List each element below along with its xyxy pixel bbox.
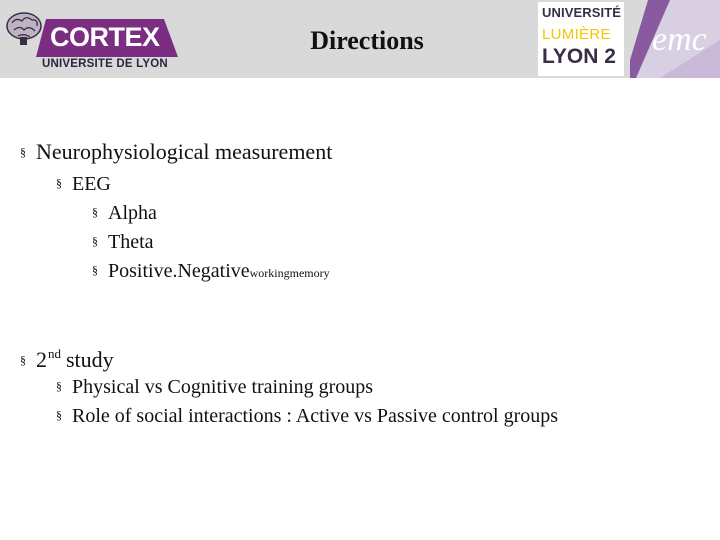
bullet-physical-vs-cognitive bbox=[56, 376, 373, 399]
bullet-label: Alpha bbox=[108, 202, 157, 224]
bullet-marker: § bbox=[92, 263, 98, 277]
lyon2-line-lumiere: LUMIÈRE bbox=[542, 26, 611, 43]
bullet-label-ordinal: nd bbox=[48, 346, 61, 361]
page-title: Directions bbox=[310, 26, 424, 55]
bullet-marker: § bbox=[92, 205, 98, 219]
cortex-wordmark: CORTEX bbox=[50, 22, 160, 52]
bullet-label-suffix: workingmemory bbox=[249, 266, 330, 280]
bullet-label: EEG bbox=[72, 173, 111, 195]
bullet-theta bbox=[92, 231, 154, 254]
bullet-label: study bbox=[66, 347, 114, 372]
lyon2-line-lyon2: LYON 2 bbox=[542, 45, 616, 68]
bullet-alpha bbox=[92, 202, 157, 225]
bullet-label: Role of social interactions : Active vs Passive control groups bbox=[72, 405, 559, 427]
bullet-label: Physical vs Cognitive training groups bbox=[72, 376, 374, 398]
bullet-marker: § bbox=[92, 234, 98, 248]
bullet-label: Theta bbox=[108, 231, 154, 253]
cortex-subtitle: UNIVERSITE DE LYON bbox=[42, 58, 168, 70]
bullet-label-number: 2 bbox=[36, 347, 47, 372]
lyon2-logo bbox=[538, 2, 624, 76]
bullet-label: Neurophysiological measurement bbox=[36, 139, 333, 164]
bullet-eeg bbox=[56, 173, 111, 196]
emc-logo bbox=[630, 0, 720, 78]
emc-logo-text: emc bbox=[652, 21, 707, 58]
bullet-marker: § bbox=[56, 408, 62, 422]
bullet-marker: § bbox=[20, 145, 26, 159]
bullet-positive-negative bbox=[92, 260, 330, 283]
bullet-marker: § bbox=[56, 379, 62, 393]
bullet-label: Positive.Negative bbox=[108, 260, 250, 282]
bullet-second-study bbox=[20, 346, 114, 373]
bullet-social-interactions bbox=[56, 405, 558, 428]
lyon2-line-universite: UNIVERSITÉ bbox=[542, 5, 622, 20]
bullet-marker: § bbox=[56, 176, 62, 190]
bullet-marker: § bbox=[20, 353, 26, 367]
bullet-neurophysiological bbox=[20, 139, 332, 165]
